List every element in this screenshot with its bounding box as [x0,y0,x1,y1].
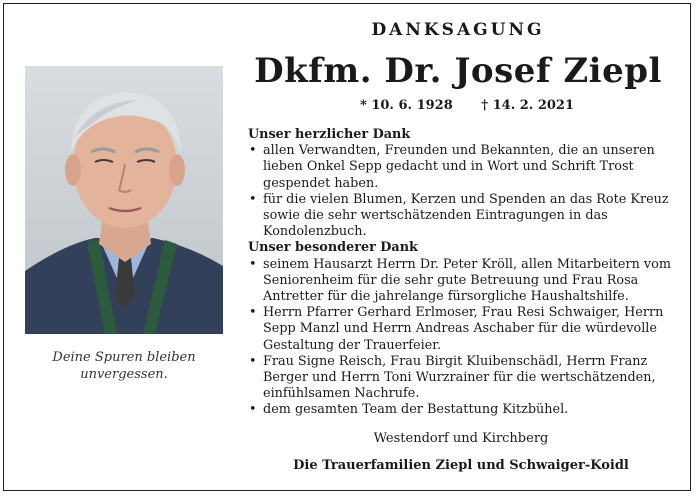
list-item: • Herrn Pfarrer Gerhard Erlmoser, Frau Resi Schwaiger, Herrn Sepp Manzl und Herrn Andreas Aschaber für die würdevolle Gestaltung der Trauerfeier. [248,305,674,354]
caption-line-2: unvergessen. [80,367,168,382]
portrait-photo [25,66,223,334]
list-item: • allen Verwandten, Freunden und Bekannten, die an unseren lieben Onkel Sepp gedacht und in Wort und Schrift Trost gespendet haben. [248,143,674,192]
caption-line-1: Deine Spuren bleiben [52,350,196,365]
list-item: • seinem Hausarzt Herrn Dr. Peter Kröll, allen Mitarbeitern vom Seniorenheim für die sehr gute Betreuung und Frau Rosa Antretter für die jahrelange fürsorgliche Haushaltshilfe. [248,257,674,306]
deceased-name: Dkfm. Dr. Josef Ziepl [254,51,662,91]
list-item: • für die vielen Blumen, Kerzen und Spenden an das Rote Kreuz sowie die sehr wertschätzenden Eintragungen in das Kondolenzbuch. [248,192,674,241]
section-title-heartfelt: Unser herzlicher Dank [248,127,411,142]
birth-date: * 10. 6. 1928 [360,98,453,113]
death-date: † 14. 2. 2021 [481,98,575,113]
heartfelt-thanks-list [248,143,674,240]
life-dates [360,98,574,113]
place-names: Westendorf und Kirchberg [373,431,549,446]
section-title-special: Unser besonderer Dank [248,240,418,256]
photo-caption [25,349,223,383]
notice-body [248,127,674,419]
portrait-illustration [25,66,223,334]
notice-heading: DANKSAGUNG [371,20,545,40]
list-item: • Frau Signe Reisch, Frau Birgit Kluibenschädl, Herrn Franz Berger und Herrn Toni Wurzrainer für die wertschätzenden, einfühlsamen Nachrufe. [248,354,674,403]
special-thanks-list [248,257,674,419]
list-item: • dem gesamten Team der Bestattung Kitzbühel. [248,402,674,418]
mourning-families: Die Trauerfamilien Ziepl und Schwaiger-Koidl [293,458,629,473]
